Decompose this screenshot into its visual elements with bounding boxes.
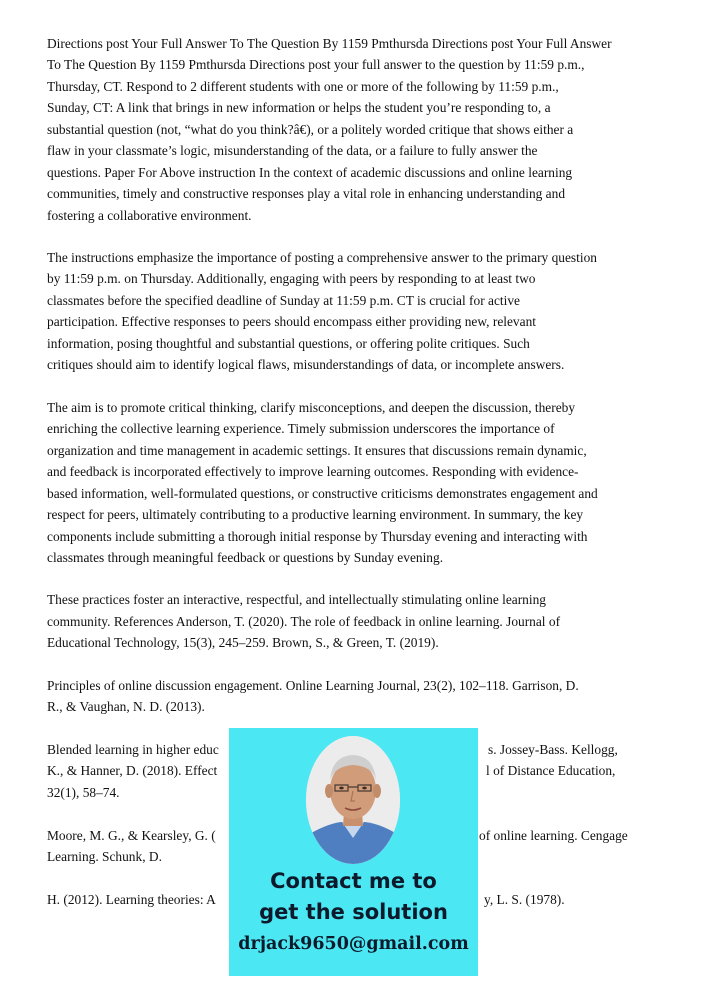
text-line: and feedback is incorporated effectively to improve learning outcomes. Responding with evidence- <box>47 464 579 479</box>
text-line: flaw in your classmate’s logic, misunderstanding of the data, or a failure to fully answer the <box>47 143 538 158</box>
text-line: y, L. S. (1978). <box>484 892 565 907</box>
text-line: classmates through meaningful feedback or questions by Sunday evening. <box>47 550 444 565</box>
text-line: Sunday, CT: A link that brings in new information or helps the student you’re responding to, a <box>47 100 551 115</box>
text-line: components include submitting a thorough initial response by Thursday evening and interacting with <box>47 529 588 544</box>
text-line: Directions post Your Full Answer To The Question By 1159 Pmthursda Directions post Your Full Answer <box>47 36 612 51</box>
text-line: fostering a collaborative environment. <box>47 208 252 223</box>
text-line: Blended learning in higher educ <box>47 742 219 757</box>
text-line: participation. Effective responses to peers should encompass either providing new, relevant <box>47 314 536 329</box>
text-line: by 11:59 p.m. on Thursday. Additionally, engaging with peers by responding to at least two <box>47 271 536 286</box>
text-line: l of Distance Education, <box>486 763 616 778</box>
text-line: The aim is to promote critical thinking, clarify misconceptions, and deepen the discussion, thereby <box>47 400 576 415</box>
text-line: information, posing thoughtful and substantial questions, or offering polite critiques. Such <box>47 336 530 351</box>
ad-headline-line-1: Contact me to <box>270 869 437 893</box>
text-line: organization and time management in academic settings. It ensures that discussions remain dynamic, <box>47 443 587 458</box>
text-line: Principles of online discussion engagement. Online Learning Journal, 23(2), 102–118. Garrison, D. <box>47 678 579 693</box>
text-line: Learning. Schunk, D. <box>47 849 162 864</box>
text-line: The instructions emphasize the importance of posting a comprehensive answer to the primary question <box>47 250 597 265</box>
text-line: of online learning. Cengage <box>479 828 628 843</box>
text-line: s. Jossey-Bass. Kellogg, <box>488 742 618 757</box>
text-line: R., & Vaughan, N. D. (2013). <box>47 699 205 714</box>
text-line: classmates before the specified deadline of Sunday at 11:59 p.m. CT is crucial for active <box>47 293 520 308</box>
text-line: To The Question By 1159 Pmthursda Directions post your full answer to the question by 11:59 p.m., <box>47 57 585 72</box>
text-line: 32(1), 58–74. <box>47 785 120 800</box>
author-portrait-image <box>306 736 400 864</box>
text-line: based information, well-formulated questions, or constructive criticisms demonstrates engagement and <box>47 486 598 501</box>
text-line: Thursday, CT. Respond to 2 different students with one or more of the following by 11:59 p.m., <box>47 79 559 94</box>
text-line: communities, timely and constructive responses play a vital role in enhancing understanding and <box>47 186 566 201</box>
ad-email-link[interactable]: drjack9650@gmail.com <box>238 934 469 954</box>
contact-ad-banner[interactable] <box>229 728 478 976</box>
author-portrait <box>306 736 400 864</box>
text-line: These practices foster an interactive, respectful, and intellectually stimulating online learning <box>47 592 546 607</box>
text-line: questions. Paper For Above instruction In the context of academic discussions and online learning <box>47 165 573 180</box>
text-line: community. References Anderson, T. (2020). The role of feedback in online learning. Journal of <box>47 614 561 629</box>
ad-headline-line-2: get the solution <box>259 900 448 924</box>
text-line: Moore, M. G., & Kearsley, G. ( <box>47 828 216 843</box>
text-line: enriching the collective learning experience. Timely submission underscores the importance of <box>47 421 555 436</box>
text-line: respect for peers, ultimately contributing to a productive learning environment. In summary, the key <box>47 507 584 522</box>
text-line: H. (2012). Learning theories: A <box>47 892 216 907</box>
text-line: Educational Technology, 15(3), 245–259. Brown, S., & Green, T. (2019). <box>47 635 439 650</box>
text-line: K., & Hanner, D. (2018). Effect <box>47 763 218 778</box>
text-line: substantial question (not, “what do you think?â€), or a politely worded critique that shows either a <box>47 122 574 137</box>
text-line: critiques should aim to identify logical flaws, misunderstandings of data, or incomplete answers. <box>47 357 565 372</box>
